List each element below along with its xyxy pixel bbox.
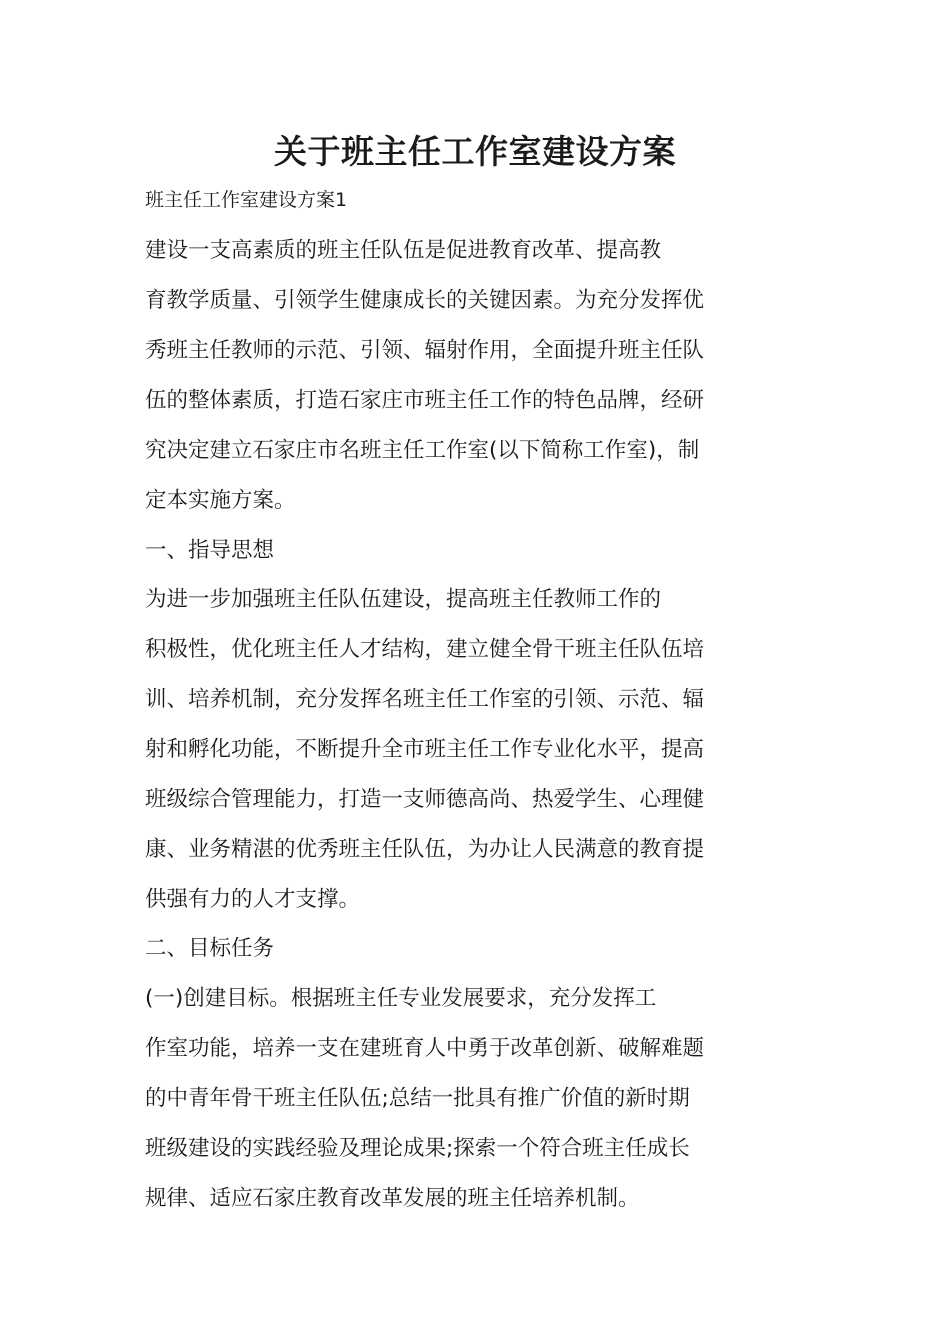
- section-heading: 一、指导思想: [145, 538, 275, 563]
- body-line: 为进一步加强班主任队伍建设，提高班主任教师工作的: [145, 587, 662, 612]
- body-line: 射和孵化功能，不断提升全市班主任工作专业化水平，提高: [145, 737, 705, 762]
- body-line: 班级建设的实践经验及理论成果;探索一个符合班主任成长: [145, 1136, 690, 1161]
- body-line: 规律、适应石家庄教育改革发展的班主任培养机制。: [145, 1186, 640, 1211]
- body-line: 班级综合管理能力，打造一支师德高尚、热爱学生、心理健: [145, 787, 705, 812]
- body-line: 供强有力的人才支撑。: [145, 887, 361, 912]
- section-heading: 二、目标任务: [145, 936, 275, 961]
- document-subtitle: 班主任工作室建设方案1: [145, 189, 348, 211]
- body-line: 积极性，优化班主任人才结构，建立健全骨干班主任队伍培: [145, 637, 705, 662]
- document-title: 关于班主任工作室建设方案: [274, 132, 676, 171]
- body-line: 作室功能，培养一支在建班育人中勇于改革创新、破解难题: [145, 1036, 705, 1061]
- body-line: 育教学质量、引领学生健康成长的关键因素。为充分发挥优: [145, 288, 705, 313]
- body-line: 训、培养机制，充分发挥名班主任工作室的引领、示范、辐: [145, 687, 705, 712]
- body-line: 伍的整体素质，打造石家庄市班主任工作的特色品牌，经研: [145, 388, 705, 413]
- body-line: 秀班主任教师的示范、引领、辐射作用，全面提升班主任队: [145, 338, 705, 363]
- body-line: 康、业务精湛的优秀班主任队伍，为办让人民满意的教育提: [145, 837, 705, 862]
- body-line: (一)创建目标。根据班主任专业发展要求，充分发挥工: [145, 986, 657, 1011]
- body-line: 定本实施方案。: [145, 488, 296, 513]
- body-line: 的中青年骨干班主任队伍;总结一批具有推广价值的新时期: [145, 1086, 690, 1111]
- body-line: 究决定建立石家庄市名班主任工作室(以下简称工作室)，制: [145, 438, 700, 463]
- body-line: 建设一支高素质的班主任队伍是促进教育改革、提高教: [145, 238, 662, 263]
